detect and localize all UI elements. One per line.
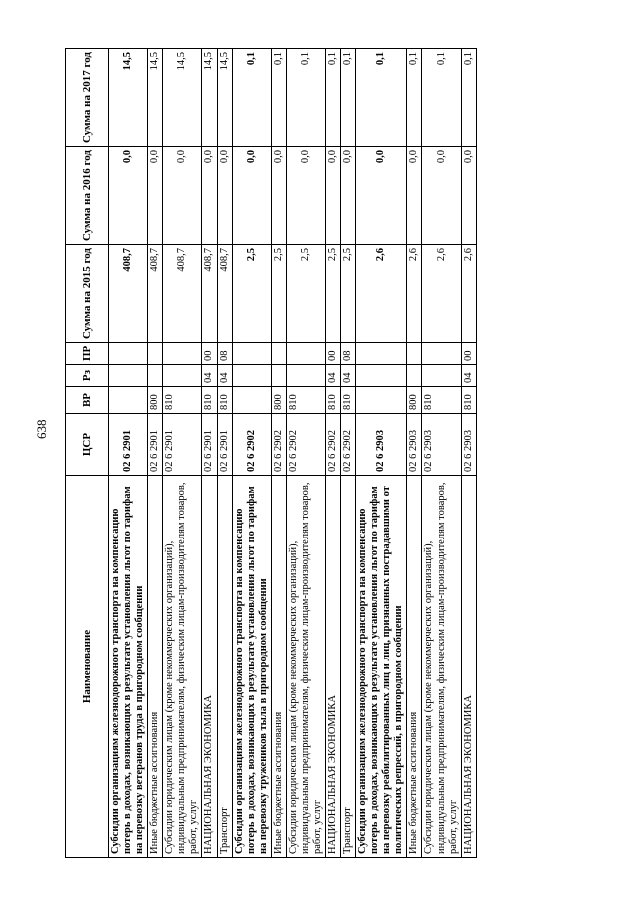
row-sum-2015-cell: 2,6 bbox=[356, 245, 407, 343]
header-rz: Рз bbox=[66, 365, 109, 387]
row-sum-2015-cell: 408,7 bbox=[202, 245, 217, 343]
row-vr-cell bbox=[109, 387, 148, 414]
row-name-cell: Субсидии юридическим лицам (кроме некоммерческих организаций), индивидуальным предпринимателям, физическим лицам-производителям товаров, работ, услуг bbox=[422, 476, 461, 858]
row-name-cell: Иные бюджетные ассигнования bbox=[148, 476, 163, 858]
row-vr-cell: 810 bbox=[217, 387, 232, 414]
header-vr: ВР bbox=[66, 387, 109, 414]
table-body bbox=[109, 49, 477, 858]
row-pr-cell: 08 bbox=[217, 343, 232, 365]
row-sum-2017-cell: 14,5 bbox=[109, 49, 148, 147]
row-pr-cell bbox=[422, 343, 461, 365]
table-row bbox=[461, 49, 476, 858]
row-name-cell: Транспорт bbox=[341, 476, 356, 858]
row-sum-2015-cell: 2,6 bbox=[407, 245, 422, 343]
row-pr-cell bbox=[407, 343, 422, 365]
row-vr-cell: 800 bbox=[271, 387, 286, 414]
row-vr-cell: 810 bbox=[202, 387, 217, 414]
table-row bbox=[356, 49, 407, 858]
row-vr-cell bbox=[232, 387, 271, 414]
row-pr-cell bbox=[163, 343, 202, 365]
row-name-cell: Субсидии организациям железнодорожного транспорта на компенсацию потерь в доходах, возникающих в результате установления льгот по тарифам на перевозку реабилитированных лиц и лиц, признанных пострадавшими от политических репрессий, в пригородном сообщении bbox=[356, 476, 407, 858]
row-sum-2017-cell: 0,1 bbox=[407, 49, 422, 147]
row-rz-cell bbox=[232, 365, 271, 387]
table-row bbox=[109, 49, 148, 858]
row-csr-cell: 02 6 2901 bbox=[148, 414, 163, 476]
header-name: Наименование bbox=[66, 476, 109, 858]
row-vr-cell: 810 bbox=[341, 387, 356, 414]
row-vr-cell: 800 bbox=[407, 387, 422, 414]
row-csr-cell: 02 6 2903 bbox=[407, 414, 422, 476]
table-row bbox=[148, 49, 163, 858]
table-row bbox=[341, 49, 356, 858]
row-name-cell: Транспорт bbox=[217, 476, 232, 858]
row-vr-cell: 810 bbox=[163, 387, 202, 414]
row-sum-2015-cell: 2,5 bbox=[326, 245, 341, 343]
row-pr-cell bbox=[109, 343, 148, 365]
row-sum-2015-cell: 2,5 bbox=[271, 245, 286, 343]
row-csr-cell: 02 6 2901 bbox=[202, 414, 217, 476]
row-sum-2016-cell: 0,0 bbox=[163, 147, 202, 245]
row-rz-cell: 04 bbox=[202, 365, 217, 387]
row-sum-2015-cell: 408,7 bbox=[163, 245, 202, 343]
row-sum-2017-cell: 0,1 bbox=[271, 49, 286, 147]
row-rz-cell: 04 bbox=[461, 365, 476, 387]
row-name-cell: НАЦИОНАЛЬНАЯ ЭКОНОМИКА bbox=[461, 476, 476, 858]
row-sum-2015-cell: 2,6 bbox=[422, 245, 461, 343]
header-sum-2017: Сумма на 2017 год bbox=[66, 49, 109, 147]
header-sum-2015: Сумма на 2015 год bbox=[66, 245, 109, 343]
row-sum-2017-cell: 0,1 bbox=[232, 49, 271, 147]
row-vr-cell: 810 bbox=[422, 387, 461, 414]
table-row bbox=[271, 49, 286, 858]
row-sum-2016-cell: 0,0 bbox=[148, 147, 163, 245]
row-sum-2017-cell: 0,1 bbox=[286, 49, 325, 147]
row-sum-2017-cell: 0,1 bbox=[422, 49, 461, 147]
row-pr-cell bbox=[148, 343, 163, 365]
row-sum-2015-cell: 2,6 bbox=[461, 245, 476, 343]
row-pr-cell bbox=[286, 343, 325, 365]
row-sum-2017-cell: 14,5 bbox=[202, 49, 217, 147]
row-sum-2016-cell: 0,0 bbox=[326, 147, 341, 245]
row-name-cell: Субсидии юридическим лицам (кроме некоммерческих организаций), индивидуальным предпринимателям, физическим лицам-производителям товаров, работ, услуг bbox=[286, 476, 325, 858]
row-rz-cell bbox=[422, 365, 461, 387]
row-pr-cell bbox=[271, 343, 286, 365]
table-row bbox=[286, 49, 325, 858]
row-rz-cell bbox=[148, 365, 163, 387]
row-name-cell: Субсидии организациям железнодорожного транспорта на компенсацию потерь в доходах, возникающих в результате установления льгот по тарифам на перевозку ветеранов труда в пригородном сообщении bbox=[109, 476, 148, 858]
row-rz-cell bbox=[163, 365, 202, 387]
row-sum-2015-cell: 408,7 bbox=[217, 245, 232, 343]
row-csr-cell: 02 6 2902 bbox=[232, 414, 271, 476]
table-header-row bbox=[66, 49, 109, 858]
row-sum-2016-cell: 0,0 bbox=[109, 147, 148, 245]
header-sum-2016: Сумма на 2016 год bbox=[66, 147, 109, 245]
header-csr: ЦСР bbox=[66, 414, 109, 476]
row-sum-2017-cell: 14,5 bbox=[217, 49, 232, 147]
budget-table bbox=[65, 48, 477, 858]
row-pr-cell: 00 bbox=[461, 343, 476, 365]
row-csr-cell: 02 6 2902 bbox=[286, 414, 325, 476]
page-number: 638 bbox=[34, 419, 49, 439]
table-row bbox=[407, 49, 422, 858]
row-csr-cell: 02 6 2903 bbox=[461, 414, 476, 476]
row-sum-2017-cell: 14,5 bbox=[163, 49, 202, 147]
row-sum-2016-cell: 0,0 bbox=[407, 147, 422, 245]
row-sum-2016-cell: 0,0 bbox=[286, 147, 325, 245]
row-pr-cell: 00 bbox=[202, 343, 217, 365]
row-vr-cell: 810 bbox=[326, 387, 341, 414]
row-rz-cell bbox=[356, 365, 407, 387]
row-sum-2017-cell: 0,1 bbox=[341, 49, 356, 147]
row-sum-2015-cell: 2,5 bbox=[341, 245, 356, 343]
table-row bbox=[232, 49, 271, 858]
row-name-cell: Субсидии организациям железнодорожного транспорта на компенсацию потерь в доходах, возникающих в результате установления льгот по тарифам на перевозку тружеников тыла в пригородном сообщении bbox=[232, 476, 271, 858]
row-sum-2015-cell: 408,7 bbox=[148, 245, 163, 343]
row-pr-cell bbox=[232, 343, 271, 365]
row-rz-cell: 04 bbox=[217, 365, 232, 387]
row-name-cell: Субсидии юридическим лицам (кроме некоммерческих организаций), индивидуальным предпринимателям, физическим лицам-производителям товаров, работ, услуг bbox=[163, 476, 202, 858]
row-sum-2016-cell: 0,0 bbox=[232, 147, 271, 245]
row-sum-2015-cell: 2,5 bbox=[286, 245, 325, 343]
row-rz-cell bbox=[109, 365, 148, 387]
row-sum-2017-cell: 0,1 bbox=[461, 49, 476, 147]
row-sum-2016-cell: 0,0 bbox=[341, 147, 356, 245]
row-name-cell: Иные бюджетные ассигнования bbox=[407, 476, 422, 858]
table-row bbox=[163, 49, 202, 858]
row-sum-2016-cell: 0,0 bbox=[356, 147, 407, 245]
row-csr-cell: 02 6 2902 bbox=[341, 414, 356, 476]
row-csr-cell: 02 6 2903 bbox=[356, 414, 407, 476]
row-vr-cell: 800 bbox=[148, 387, 163, 414]
row-name-cell: НАЦИОНАЛЬНАЯ ЭКОНОМИКА bbox=[326, 476, 341, 858]
row-pr-cell: 00 bbox=[326, 343, 341, 365]
row-rz-cell: 04 bbox=[326, 365, 341, 387]
row-sum-2016-cell: 0,0 bbox=[202, 147, 217, 245]
row-csr-cell: 02 6 2902 bbox=[326, 414, 341, 476]
row-rz-cell: 04 bbox=[341, 365, 356, 387]
row-rz-cell bbox=[286, 365, 325, 387]
row-sum-2016-cell: 0,0 bbox=[461, 147, 476, 245]
row-sum-2016-cell: 0,0 bbox=[217, 147, 232, 245]
table-row bbox=[326, 49, 341, 858]
rotated-table-wrapper bbox=[65, 48, 477, 858]
row-rz-cell bbox=[407, 365, 422, 387]
header-pr: ПР bbox=[66, 343, 109, 365]
row-name-cell: НАЦИОНАЛЬНАЯ ЭКОНОМИКА bbox=[202, 476, 217, 858]
table-row bbox=[202, 49, 217, 858]
row-sum-2016-cell: 0,0 bbox=[422, 147, 461, 245]
row-pr-cell bbox=[356, 343, 407, 365]
row-csr-cell: 02 6 2903 bbox=[422, 414, 461, 476]
row-sum-2015-cell: 408,7 bbox=[109, 245, 148, 343]
row-name-cell: Иные бюджетные ассигнования bbox=[271, 476, 286, 858]
row-csr-cell: 02 6 2901 bbox=[163, 414, 202, 476]
row-vr-cell bbox=[356, 387, 407, 414]
row-sum-2017-cell: 0,1 bbox=[326, 49, 341, 147]
row-sum-2015-cell: 2,5 bbox=[232, 245, 271, 343]
row-csr-cell: 02 6 2901 bbox=[109, 414, 148, 476]
row-vr-cell: 810 bbox=[286, 387, 325, 414]
row-csr-cell: 02 6 2901 bbox=[217, 414, 232, 476]
table-row bbox=[217, 49, 232, 858]
row-csr-cell: 02 6 2902 bbox=[271, 414, 286, 476]
row-rz-cell bbox=[271, 365, 286, 387]
table-row bbox=[422, 49, 461, 858]
row-sum-2016-cell: 0,0 bbox=[271, 147, 286, 245]
row-sum-2017-cell: 14,5 bbox=[148, 49, 163, 147]
row-pr-cell: 08 bbox=[341, 343, 356, 365]
row-vr-cell: 810 bbox=[461, 387, 476, 414]
row-sum-2017-cell: 0,1 bbox=[356, 49, 407, 147]
